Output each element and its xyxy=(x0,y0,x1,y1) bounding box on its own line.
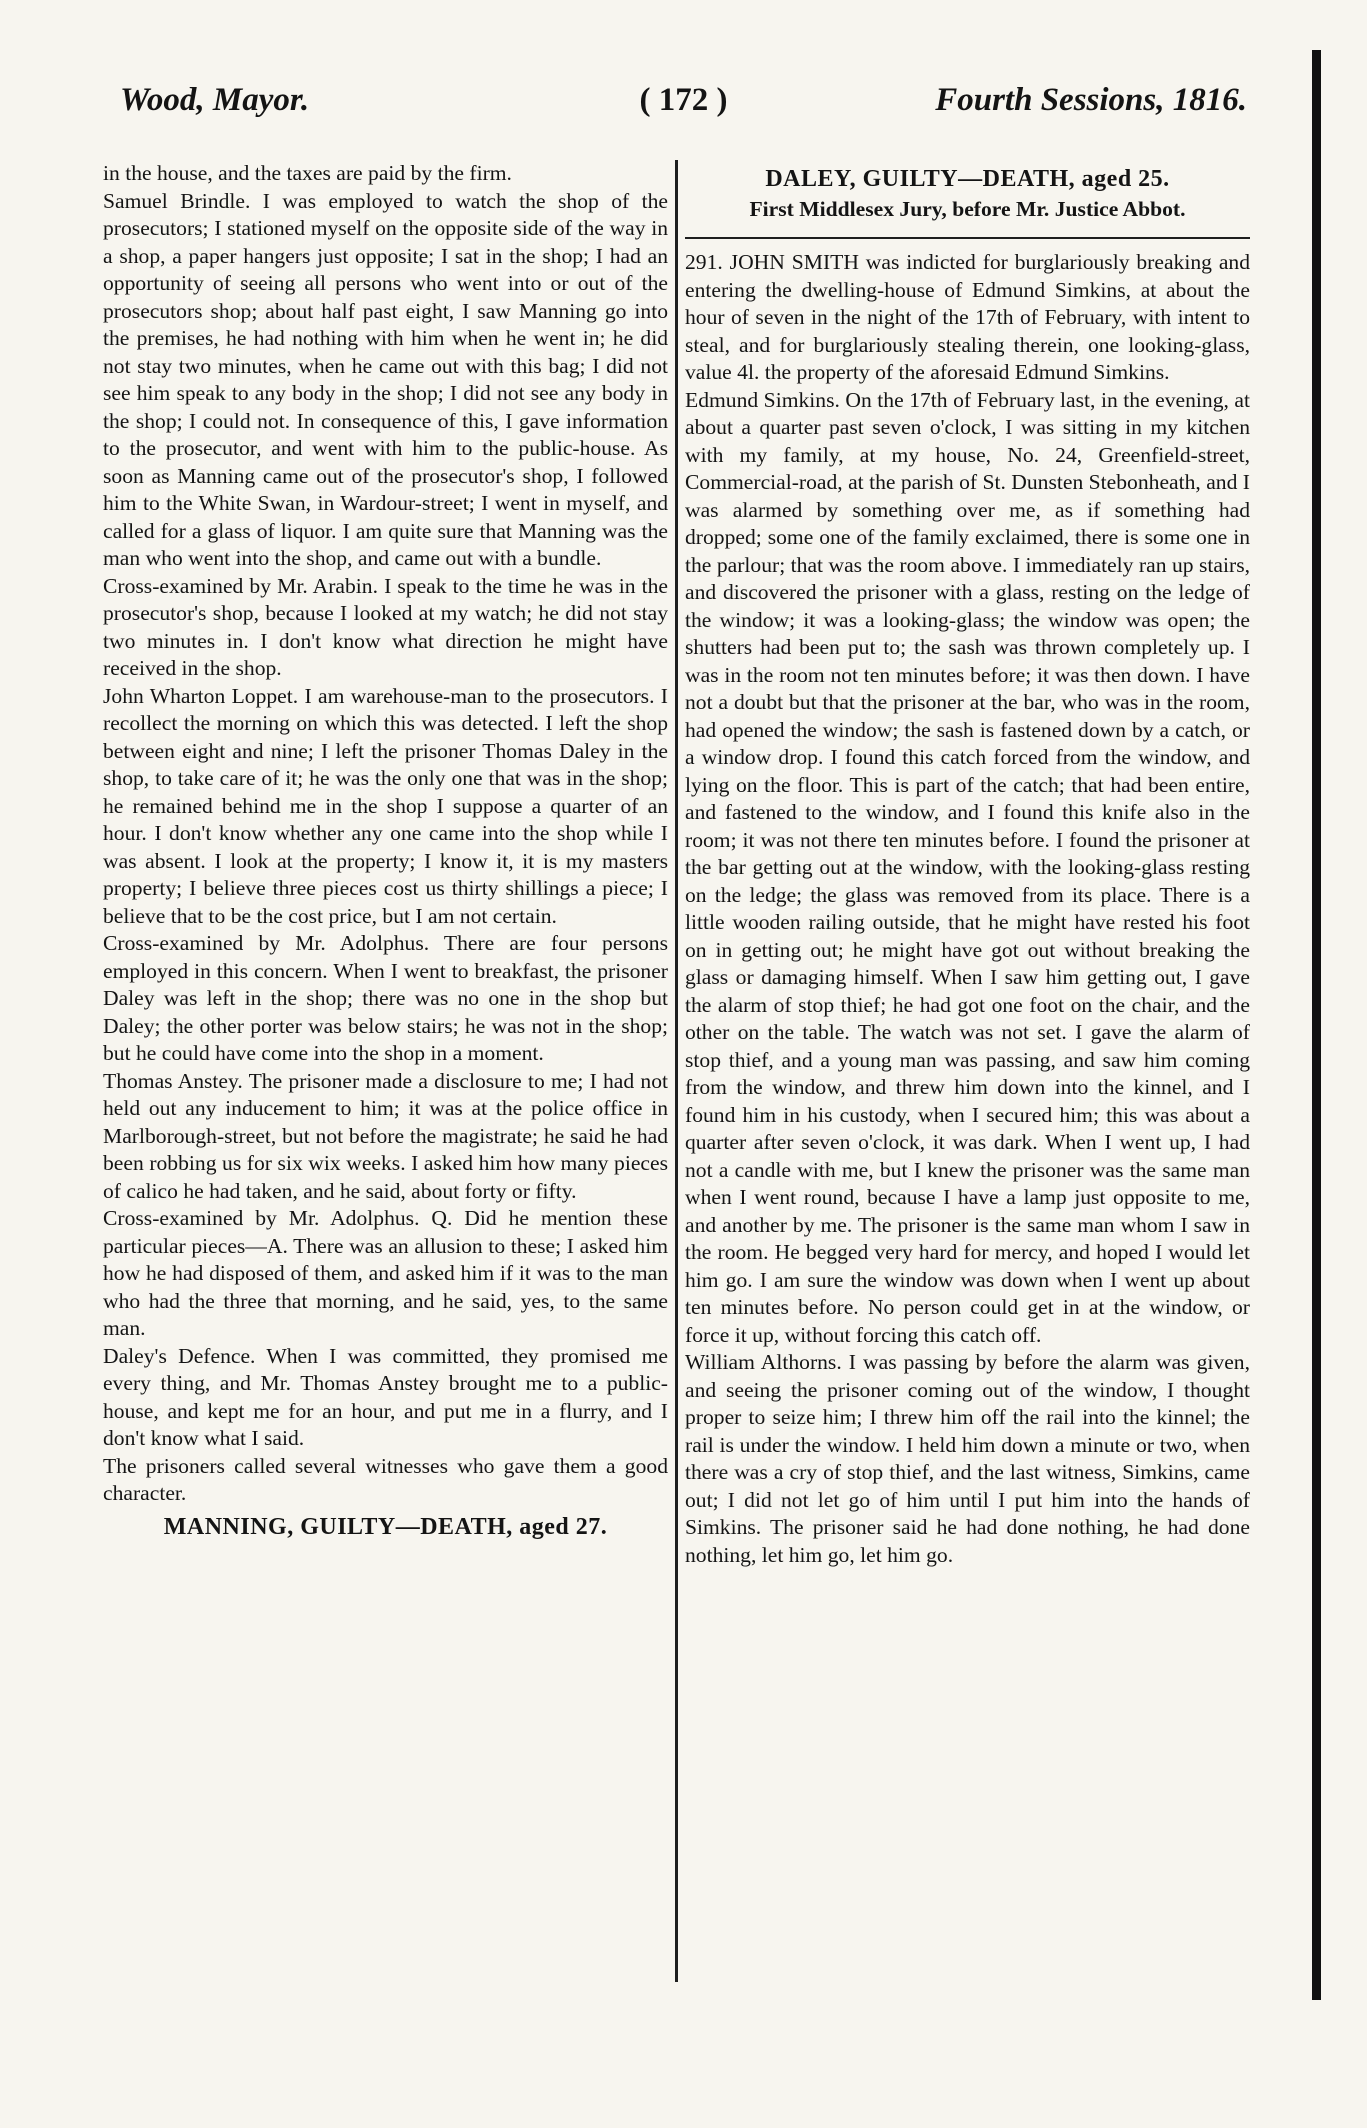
left-paragraph: Cross-examined by Mr. Arabin. I speak to the time he was in the prosecutor's shop, because I looked at my watch; he did not stay two minutes in. I don't know what direction he might have received in the shop. xyxy=(103,573,668,680)
running-header xyxy=(120,82,1247,142)
jury-line: First Middlesex Jury, before Mr. Justice Abbot. xyxy=(749,196,1186,221)
right-column xyxy=(685,160,1250,1569)
left-column xyxy=(103,160,668,1543)
left-paragraph: John Wharton Loppet. I am warehouse-man to the prosecutors. I recollect the morning on which this was detected. I left the shop between eight and nine; I left the prisoner Thomas Daley in the shop, to take care of it; he was the only one that was in the shop; he remained behind me in the shop I suppose a quarter of an hour. I don't know whether any one came into the shop while I was absent. I look at the property; I know it, it is my masters property; I believe three pieces cost us thirty shillings a piece; I believe that to be the cost price, but I am not certain. xyxy=(103,683,668,928)
right-verdict: DALEY, GUILTY—DEATH, aged 25. xyxy=(765,166,1170,192)
left-paragraph: in the house, and the taxes are paid by the firm. xyxy=(103,161,512,185)
right-paragraph: William Althorns. I was passing by before the alarm was given, and seeing the prisoner coming out of the window, I thought proper to seize him; I threw him off the rail into the kinnel; the rail is under the window. I held him down a minute or two, when there was a cry of stop thief, and the last witness, Simkins, came out; I did not let go of him until I put him into the hands of Simkins. The prisoner said he had done nothing, he had done nothing, let him go, let him go. xyxy=(685,1350,1250,1567)
left-paragraph: Cross-examined by Mr. Adolphus. Q. Did he mention these particular pieces—A. There was an allusion to these; I asked him how he had disposed of them, and asked him if it was to the man who had the three that morning, and he said, yes, to the same man. xyxy=(103,1206,668,1340)
right-paragraph: Edmund Simkins. On the 17th of February last, in the evening, at about a quarter past seven o'clock, I was sitting in my kitchen with my family, at my house, No. 24, Greenfield-street, Commercial-road, at the parish of St. Dunsten Stebonheath, and I was alarmed by something over me, as if something had dropped; some one of the family exclaimed, there is some one in the parlour; that was the room above. I immediately ran up stairs, and discovered the prisoner with a glass, resting on the ledge of the window; it was a looking-glass; the window was open; the shutters had been put to; the sash was thrown completely up. I was in the room not ten minutes before; it was then down. I have not a doubt but that the prisoner at the bar, who was in the room, had opened the window; the sash is fastened down by a catch, or a window drop. I found this catch forced from the window, and lying on the floor. This is part of the catch; that had been entire, and fastened to the window, and I found this knife also in the room; it was not there ten minutes before. I found the prisoner at the bar getting out at the window, with the looking-glass resting on the ledge; the glass was removed from its place. There is a little wooden railing outside, that he might have rested his foot on in getting out; he might have got out without breaking the glass or damaging himself. When I saw him getting out, I gave the alarm of stop thief; he had got one foot on the chair, and the other on the table. The watch was not set. I gave the alarm of stop thief, and a young man was passing, and saw him coming from the window, and threw him down into the kinnel, and I found him in his custody, when I secured him; this was about a quarter after seven o'clock, it was dark. When I went up, I had not a candle with me, but I knew the prisoner was the same man when I went round, because I have a lamp just opposite to me, and another by me. The prisoner is the same man whom I saw in the room. He begged very hard for mercy, and hoped I would let him go. I am sure the window was down when I went up about ten minutes before. No person could get in at the window, or force it up, without forcing this catch off. xyxy=(685,387,1250,1347)
column-rule xyxy=(675,160,678,1982)
header-left: Wood, Mayor. xyxy=(120,82,310,118)
left-paragraph: Thomas Anstey. The prisoner made a disclosure to me; I had not held out any inducement to him; it was at the police office in Marlborough-street, but not before the magistrate; he said he had been robbing us for six wix weeks. I asked him how many pieces of calico he had taken, and he said, about forty or fifty. xyxy=(103,1068,668,1203)
binding-edge xyxy=(1312,50,1321,2000)
header-right: Fourth Sessions, 1816. xyxy=(935,82,1247,118)
right-paragraph: 291. JOHN SMITH was indicted for burglariously breaking and entering the dwelling-house of Edmund Simkins, at about the hour of seven in the night of the 17th of February, with intent to steal, and for burglariously stealing therein, one looking-glass, value 4l. the property of the aforesaid Edmund Simkins. xyxy=(685,250,1250,384)
left-paragraph: Cross-examined by Mr. Adolphus. There are four persons employed in this concern. When I went to breakfast, the prisoner Daley was left in the shop; there was no one in the shop but Daley; the other porter was below stairs; he was not in the shop; but he could have come into the shop in a moment. xyxy=(103,931,668,1065)
left-paragraph: Samuel Brindle. I was employed to watch the shop of the prosecutors; I stationed myself on the opposite side of the way in a shop, a paper hangers just opposite; I sat in the shop; I had an opportunity of seeing all persons who went into or out of the prosecutors shop; about half past eight, I saw Manning go into the premises, he had nothing with him when he went in; he did not stay two minutes, when he came out with this bag; I did not see him speak to any body in the shop; I did not see any body in the shop; I could not. In consequence of this, I gave information to the prosecutor, and went with him to the public-house. As soon as Manning came out of the prosecutor's shop, I followed him to the White Swan, in Wardour-street; I went in myself, and called for a glass of liquor. I am quite sure that Manning was the man who went into the shop, and came out with a bundle. xyxy=(103,188,668,570)
left-paragraph: The prisoners called several witnesses who gave them a good character. xyxy=(103,1453,668,1505)
page-number: ( 172 ) xyxy=(639,82,728,118)
left-verdict: MANNING, GUILTY—DEATH, aged 27. xyxy=(163,1513,608,1540)
left-paragraph: Daley's Defence. When I was committed, they promised me every thing, and Mr. Thomas Anstey brought me to a public-house, and kept me for an hour, and put me in a flurry, and I don't know what I said. xyxy=(103,1343,668,1450)
section-rule xyxy=(685,237,1250,239)
